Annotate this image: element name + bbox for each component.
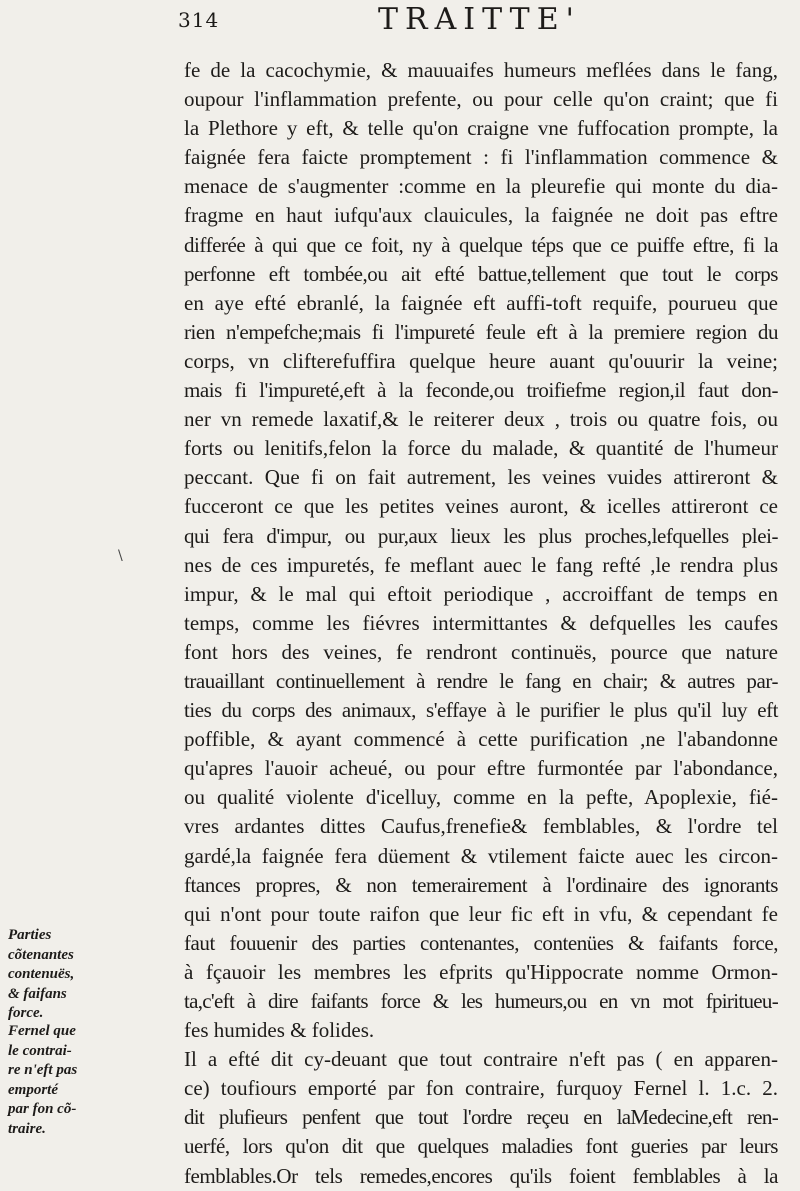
body-line: menace de s'augmenter :comme en la pleurefie qui monte du dia- [184,174,778,199]
body-line: dit plufieurs penfent que tout l'ordre reçeu en laMedecine,eft ren- [184,1105,778,1130]
body-line: qui fera d'impur, ou pur,aux lieux les plus proches,lefquelles plei- [184,523,778,548]
body-line: forts ou lenitifs,felon la force du malade, & quantité de l'humeur [184,436,778,461]
body-line: qui n'ont pour toute raifon que leur fic eft in vfu, & cependant fe [184,901,778,926]
margin-note-line: Fernel que [8,1023,76,1039]
body-line: ta,c'eft à dire faifants force & les humeurs,ou en vn mot fpiritueu- [184,989,778,1013]
margin-note-line: traire. [8,1120,46,1137]
body-line: à fçauoir les membres les efprits qu'Hippocrate nomme Ormon- [184,959,778,984]
margin-note-fernel [8,1022,132,1139]
body-line: trauaillant continuellement à rendre le fang en chair; & autres par- [184,668,778,693]
body-line: corps, vn clifterefuffira quelque heure auant qu'ouurir la veine; [184,348,778,373]
body-line: ftances propres, & non temerairement à l'ordinaire des ignorants [184,872,778,897]
body-line: faut fouuenir des parties contenantes, contenües & faifants force, [184,930,778,955]
body-line: temps, comme les fiévres intermittantes & defquelles les caufes [184,610,778,635]
body-line: fes humides & folides. [184,1018,375,1043]
margin-note-line: cõtenantes [8,946,74,963]
body-text [184,56,778,1191]
body-line: Il a efté dit cy-deuant que tout contraire n'eft pas ( en apparen- [184,1047,778,1072]
body-line: gardé,la faignée fera düement & vtilement faicte auec les circon- [184,843,778,868]
body-line: font hors des veines, fe rendront continuës, pource que nature [184,639,778,664]
body-line: perfonne eft tombée,ou ait efté battue,tellement que tout le corps [184,261,778,286]
body-line: peccant. Que fi on fait autrement, les veines vuides attireront & [184,465,778,490]
body-line: ce) toufiours emporté par fon contraire, furquoy Fernel l. 1.c. 2. [184,1076,778,1101]
body-line: qu'apres l'auoir acheué, ou pour eftre furmontée par l'abondance, [184,756,778,781]
body-line: nes de ces impuretés, fe meflant auec le fang refté ,le rendra plus [184,552,778,577]
margin-note-parties [8,926,132,1024]
page-number: 314 [178,8,220,32]
body-line: ties du corps des animaux, s'effaye à le purifier le plus qu'il luy eft [184,698,778,723]
body-line: la Plethore y eft, & telle qu'on craigne vne fuffocation prompte, la [184,116,778,141]
body-line: vres ardantes dittes Caufus,frenefie& femblables, & l'ordre tel [184,814,778,839]
margin-note-line: contenuës, [8,966,75,982]
margin-note-line: emporté [8,1081,58,1098]
body-line: impur, & le mal qui eftoit periodique , accroiffant de temps en [184,581,778,606]
body-line: uerfé, lors qu'on dit que quelques maladies font gueries par leurs [184,1134,778,1159]
body-line: poffible, & ayant commencé à cette purification ,ne l'abandonne [184,727,778,752]
margin-note-line: par fon cõ- [8,1101,77,1117]
margin-note-line: Parties [8,927,52,943]
body-line: ner vn remede laxatif,& le reiterer deux , trois ou quatre fois, ou [184,407,778,432]
margin-note-line: force. [8,1005,44,1021]
margin-note-line: le contrai- [8,1042,72,1059]
running-head: TRAITTE' [378,2,581,37]
margin-note-line: & faifans [8,985,67,1002]
body-line: mais fi l'impureté,eft à la feconde,ou troifiefme region,il faut don- [184,378,778,403]
margin-note-line: re n'eft pas [8,1062,78,1078]
body-line: faignée fera faicte promptement : fi l'inflammation commence & [184,145,778,170]
body-line: fragme en haut iufqu'aux clauicules, la faignée ne doit pas eftre [184,203,778,228]
body-line: fucceront ce que les petites veines auront, & icelles attireront ce [184,494,778,519]
stray-mark: \ [118,548,123,564]
body-line: en aye efté ebranlé, la faignée eft auffi-toft requife, pourueu que [184,290,778,315]
body-line: femblables.Or tels remedes,encores qu'ils foient femblables à la [184,1163,778,1188]
body-line: rien n'empefche;mais fi l'impureté feule eft à la premiere region du [184,319,778,344]
body-line: fe de la cacochymie, & mauuaifes humeurs meflées dans le fang, [184,58,778,82]
body-line: ou qualité violente d'icelluy, comme en la pefte, Apoplexie, fié- [184,785,778,810]
body-line: differée à qui que ce foit, ny à quelque téps que ce puiffe eftre, fi la [184,232,778,257]
body-line: oupour l'inflammation prefente, ou pour celle qu'on craint; que fi [184,87,778,112]
